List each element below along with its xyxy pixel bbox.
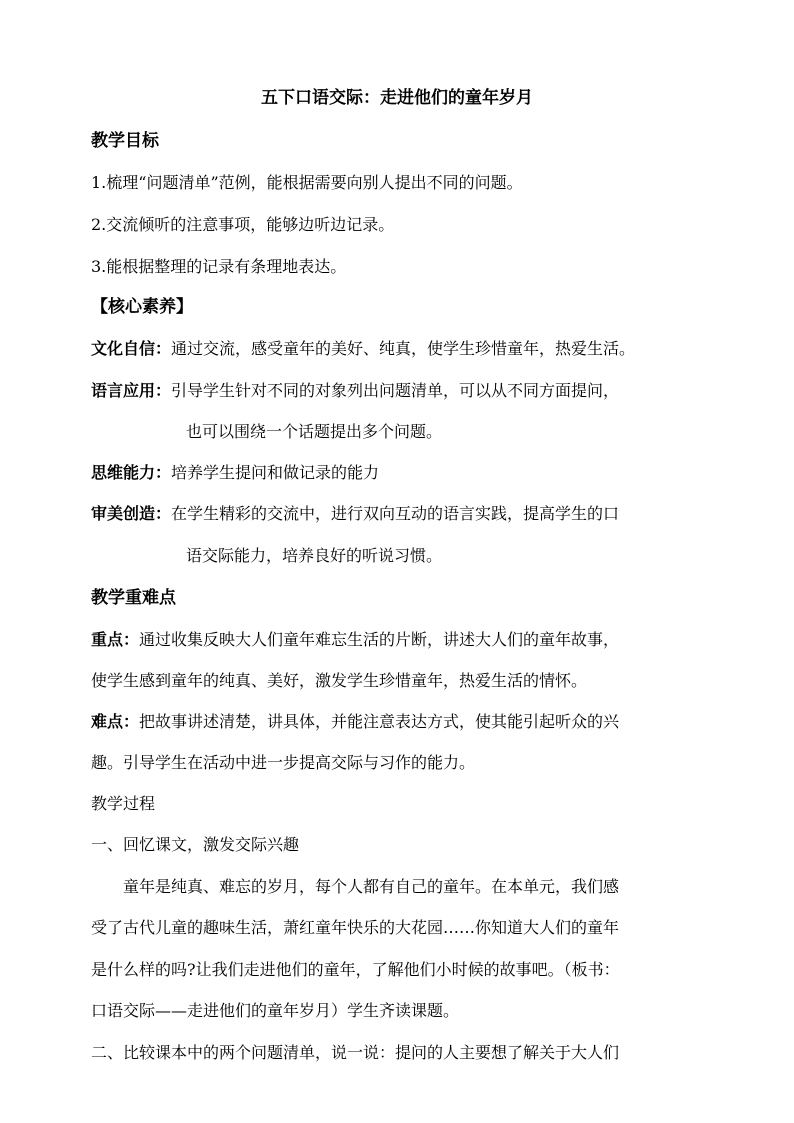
document-title: 五下口语交际：走进他们的童年岁月	[261, 88, 533, 108]
language-application-text-1: 引导学生针对不同的对象列出问题清单，可以从不同方面提问，	[171, 381, 620, 400]
culture-confidence-text: 通过交流，感受童年的美好、纯真，使学生珍惜童年，热爱生活。	[171, 339, 636, 358]
section-1-paragraph-line-3: 是什么样的吗?让我们走进他们的童年，了解他们小时候的故事吧。（板书：	[91, 960, 620, 979]
culture-confidence-line	[91, 338, 715, 360]
language-application-line	[91, 380, 715, 402]
teaching-goals-heading: 教学目标	[91, 131, 159, 151]
section-1-paragraph-line-2: 受了古代儿童的趣味生活，萧红童年快乐的大花园……你知道大人们的童年	[91, 918, 620, 937]
goal-item-3: 3.能根据整理的记录有条理地表达。	[91, 257, 347, 276]
key-point-label: 重点：	[91, 630, 140, 649]
section-1-paragraph-line-4: 口语交际——走进他们的童年岁月）学生齐读课题。	[91, 1001, 460, 1020]
key-point-text-2: 使学生感到童年的纯真、美好，激发学生珍惜童年，热爱生活的情怀。	[91, 671, 588, 690]
language-application-text-2: 也可以围绕一个话题提出多个问题。	[186, 422, 443, 441]
aesthetic-creation-line	[91, 503, 715, 525]
goal-item-1: 1.梳理“问题清单”范例，能根据需要向别人提出不同的问题。	[91, 173, 523, 192]
difficult-point-label: 难点：	[91, 712, 140, 731]
culture-confidence-label: 文化自信：	[91, 339, 172, 358]
thinking-ability-line	[91, 462, 715, 484]
key-difficult-heading: 教学重难点	[91, 588, 176, 608]
aesthetic-creation-text-2: 语交际能力，培养良好的听说习惯。	[186, 546, 443, 565]
aesthetic-creation-label: 审美创造：	[91, 504, 172, 523]
difficult-point-line	[91, 711, 715, 733]
difficult-point-text-1: 把故事讲述清楚，讲具体，并能注意表达方式，使其能引起听众的兴	[139, 712, 620, 731]
teaching-process-heading: 教学过程	[91, 794, 156, 813]
section-1-title: 一、回忆课文，激发交际兴趣	[91, 835, 300, 854]
key-point-line	[91, 629, 715, 651]
language-application-label: 语言应用：	[91, 381, 172, 400]
section-2-title: 二、比较课本中的两个问题清单，说一说：提问的人主要想了解关于大人们	[91, 1043, 620, 1062]
difficult-point-text-2: 趣。引导学生在活动中进一步提高交际与习作的能力。	[91, 753, 476, 772]
thinking-ability-label: 思维能力：	[91, 463, 172, 482]
core-literacy-heading: 【核心素养】	[91, 297, 193, 317]
thinking-ability-text: 培养学生提问和做记录的能力	[171, 463, 380, 482]
section-1-paragraph-line-1: 童年是纯真、难忘的岁月，每个人都有自己的童年。在本单元，我们感	[123, 877, 620, 896]
goal-item-2: 2.交流倾听的注意事项，能够边听边记录。	[91, 215, 395, 234]
key-point-text-1: 通过收集反映大人们童年难忘生活的片断，讲述大人们的童年故事，	[139, 630, 620, 649]
aesthetic-creation-text-1: 在学生精彩的交流中，进行双向互动的语言实践，提高学生的口	[171, 504, 620, 523]
